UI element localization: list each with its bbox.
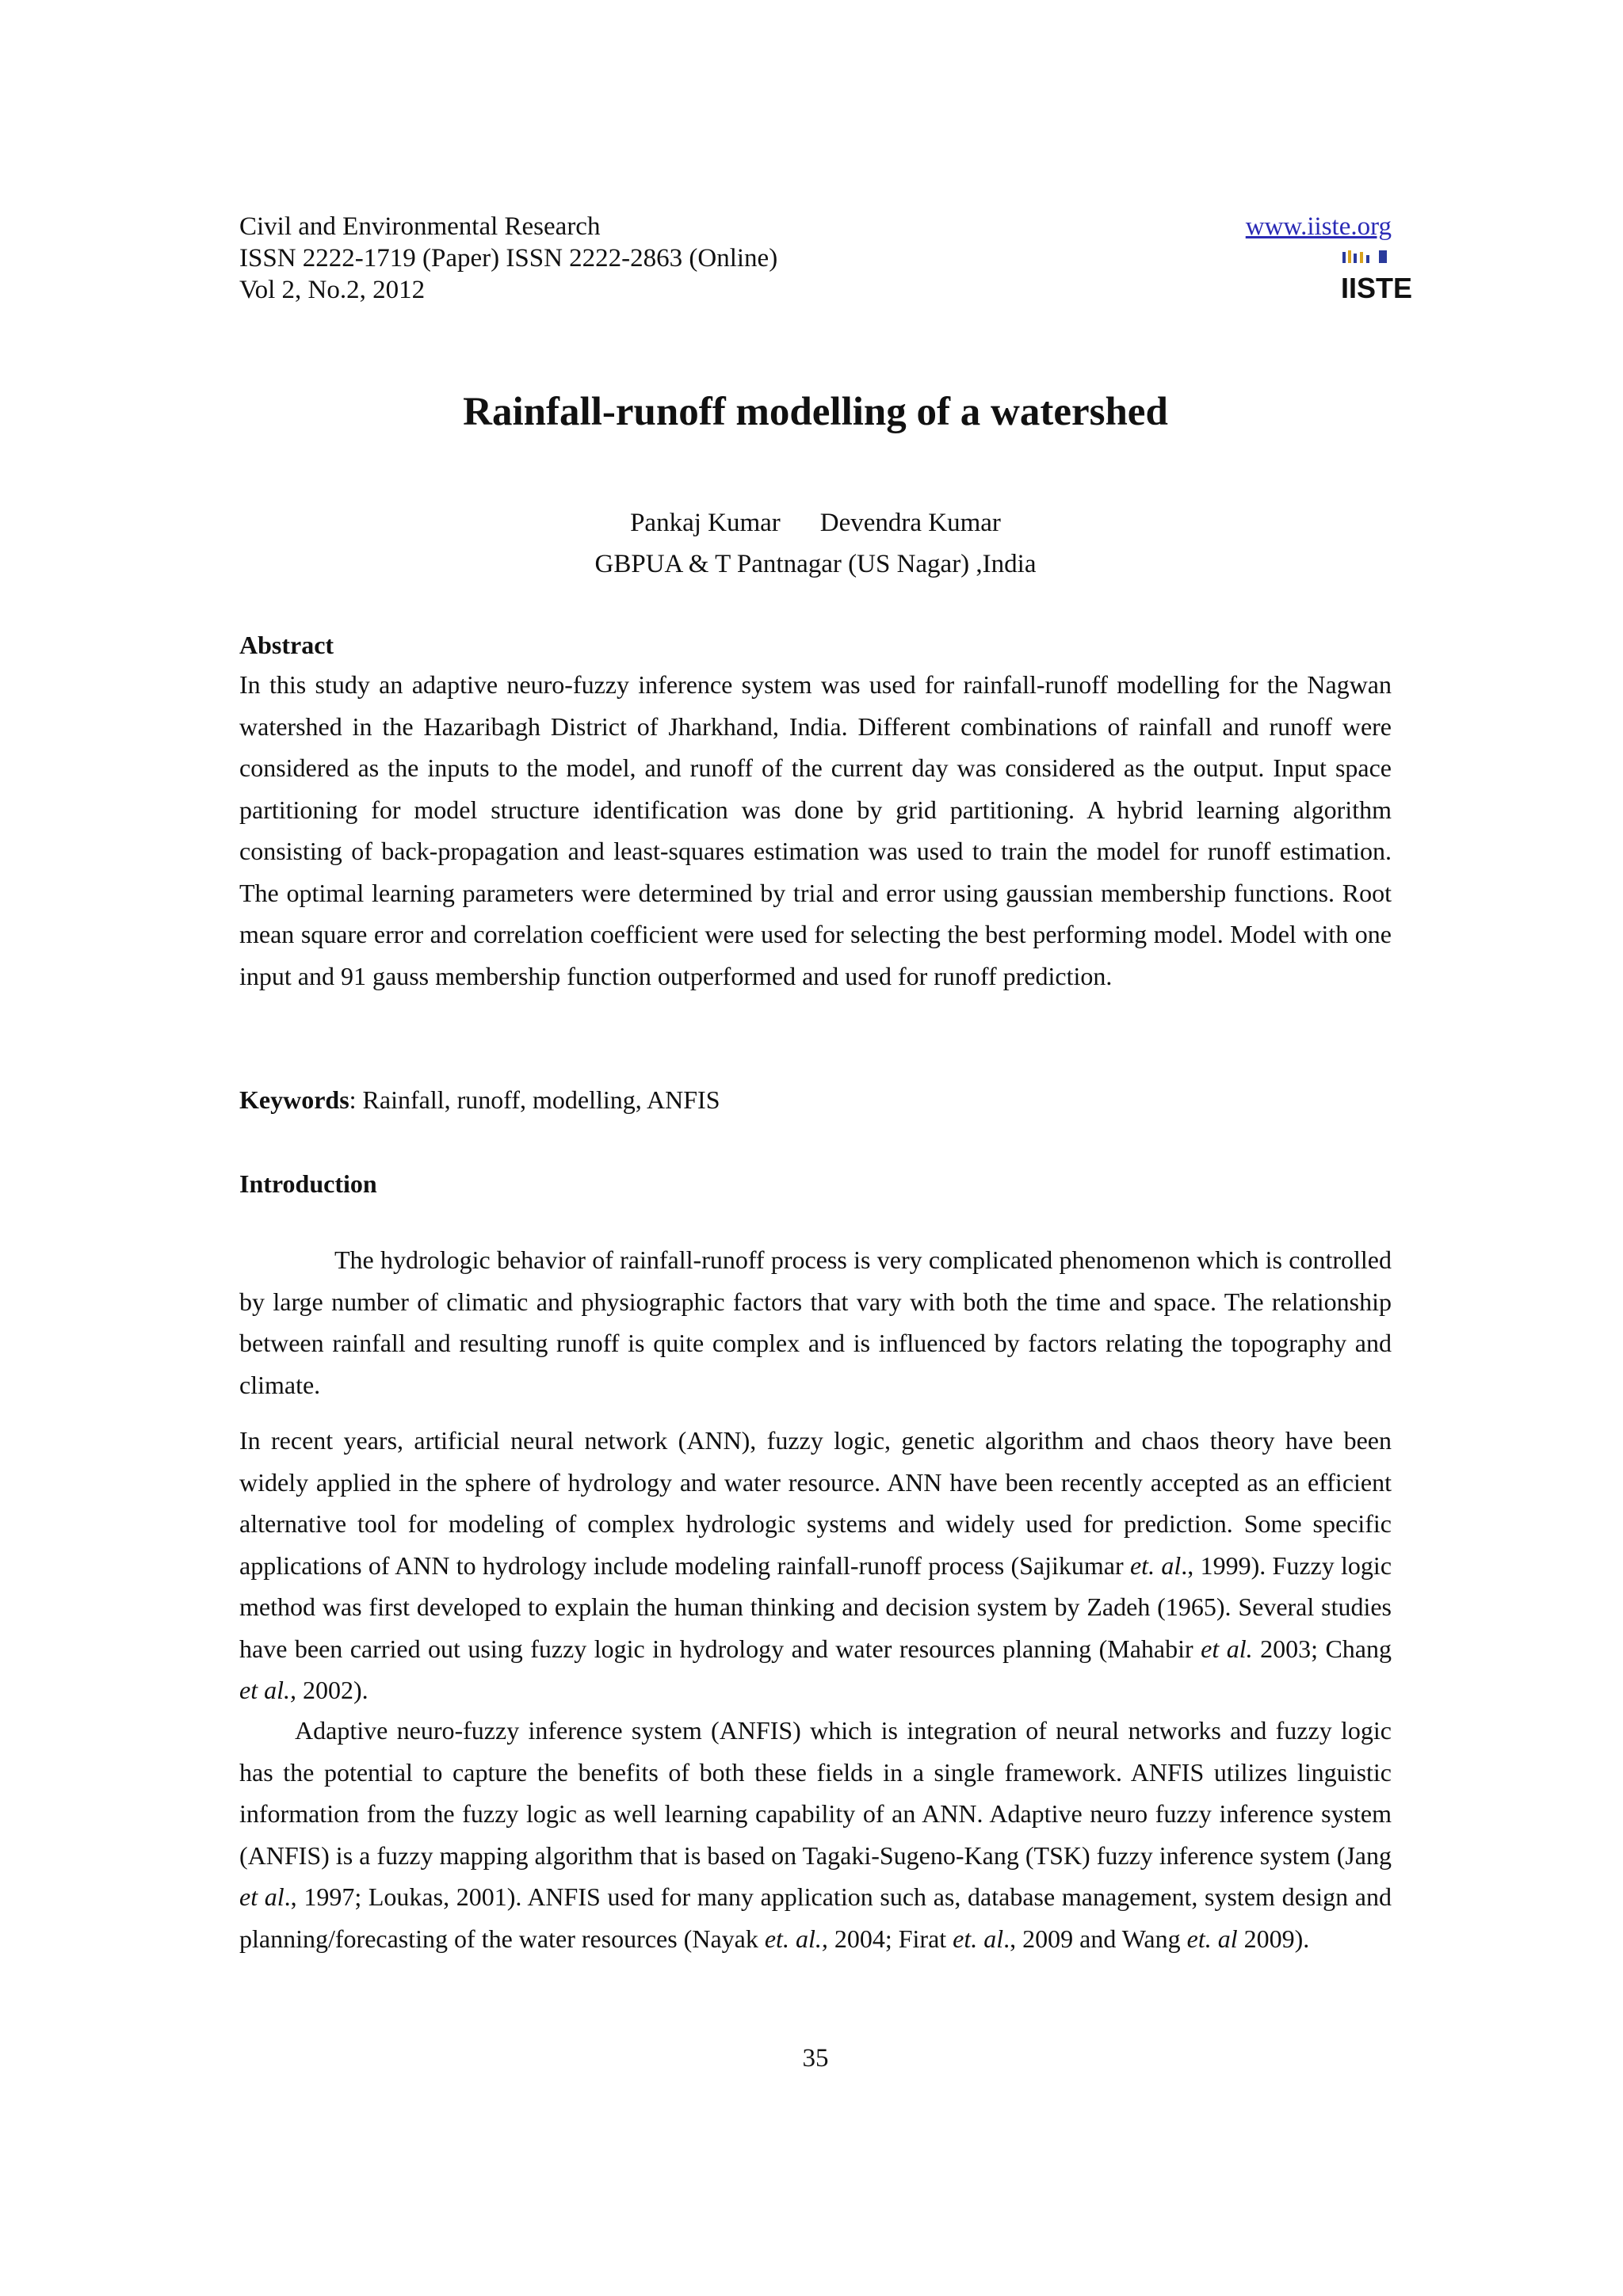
intro-paragraph-3: Adaptive neuro-fuzzy inference system (ANFIS) which is integration of neural networks and fuzzy logic has the potential to capture the benefits of both these fields in a single framework. ANFIS utilizes linguistic information from the fuzzy logic as well learning capability of an ANN. Adaptive neuro fuzzy inference system (ANFIS) is a fuzzy mapping algorithm that is based on Tagaki-Sugeno-Kang (TSK) fuzzy inference system (Jang et al., 1997; Loukas, 2001). ANFIS used for many application such as, database management, system design and planning/forecasting of the water resources (Nayak et. al., 2004; Firat et. al., 2009 and Wang et. al 2009). <box>239 1716 1392 1953</box>
journal-volume: Vol 2, No.2, 2012 <box>239 276 426 304</box>
keywords-text: : Rainfall, runoff, modelling, ANFIS <box>349 1085 720 1114</box>
author-1: Pankaj Kumar <box>630 509 781 537</box>
page-number: 35 <box>802 2044 829 2073</box>
abstract-heading: Abstract <box>239 631 334 659</box>
abstract-text: In this study an adaptive neuro-fuzzy inference system was used for rainfall-runoff modelling for the Nagwan watershed in the Hazaribagh District of Jharkhand, India. Different combinations of rainfall and runoff were considered as the inputs to the model, and runoff of the current day was considered as the output. Input space partitioning for model structure identification was done by grid partitioning. A hybrid learning algorithm consisting of back-propagation and least-squares estimation was used to train the model for runoff estimation. The optimal learning parameters were determined by trial and error using gaussian membership functions. Root mean square error and correlation coefficient were used for selecting the best performing model. Model with one input and 91 gauss membership function outperformed and used for runoff prediction. <box>239 670 1392 990</box>
keywords-label: Keywords <box>239 1085 349 1114</box>
intro-paragraph-2: In recent years, artificial neural network (ANN), fuzzy logic, genetic algorithm and chaos theory have been widely applied in the sphere of hydrology and water resource. ANN have been recently accepted as an efficient alternative tool for modeling of complex hydrologic systems and widely used for prediction. Some specific applications of ANN to hydrology include modeling rainfall-runoff process (Sajikumar et. al., 1999). Fuzzy logic method was first developed to explain the human thinking and decision system by Zadeh (1965). Several studies have been carried out using fuzzy logic in hydrology and water resources planning (Mahabir et al. 2003; Chang et al., 2002). <box>239 1426 1392 1704</box>
journal-name: Civil and Environmental Research <box>239 212 601 241</box>
logo-text: IISTE <box>1341 272 1413 304</box>
intro-paragraph-1: The hydrologic behavior of rainfall-runoff process is very complicated phenomenon which is controlled by large number of climatic and physiographic factors that vary with both the time and space. The relationship between rainfall and resulting runoff is quite complex and is influenced by factors relating the topography and climate. <box>239 1245 1392 1399</box>
iiste-logo-icon <box>1341 250 1413 304</box>
author-block <box>239 502 1392 585</box>
keywords-line <box>239 1084 720 1116</box>
author-affiliation: GBPUA & T Pantnagar (US Nagar) ,India <box>594 550 1037 578</box>
author-2: Devendra Kumar <box>819 509 1001 537</box>
journal-header <box>239 211 1413 306</box>
journal-issn: ISSN 2222-1719 (Paper) ISSN 2222-2863 (Online) <box>239 244 778 273</box>
paper-title: Rainfall-runoff modelling of a watershed <box>463 390 1168 434</box>
journal-website-link[interactable]: www.iiste.org <box>1245 212 1392 241</box>
introduction-heading: Introduction <box>239 1169 377 1198</box>
